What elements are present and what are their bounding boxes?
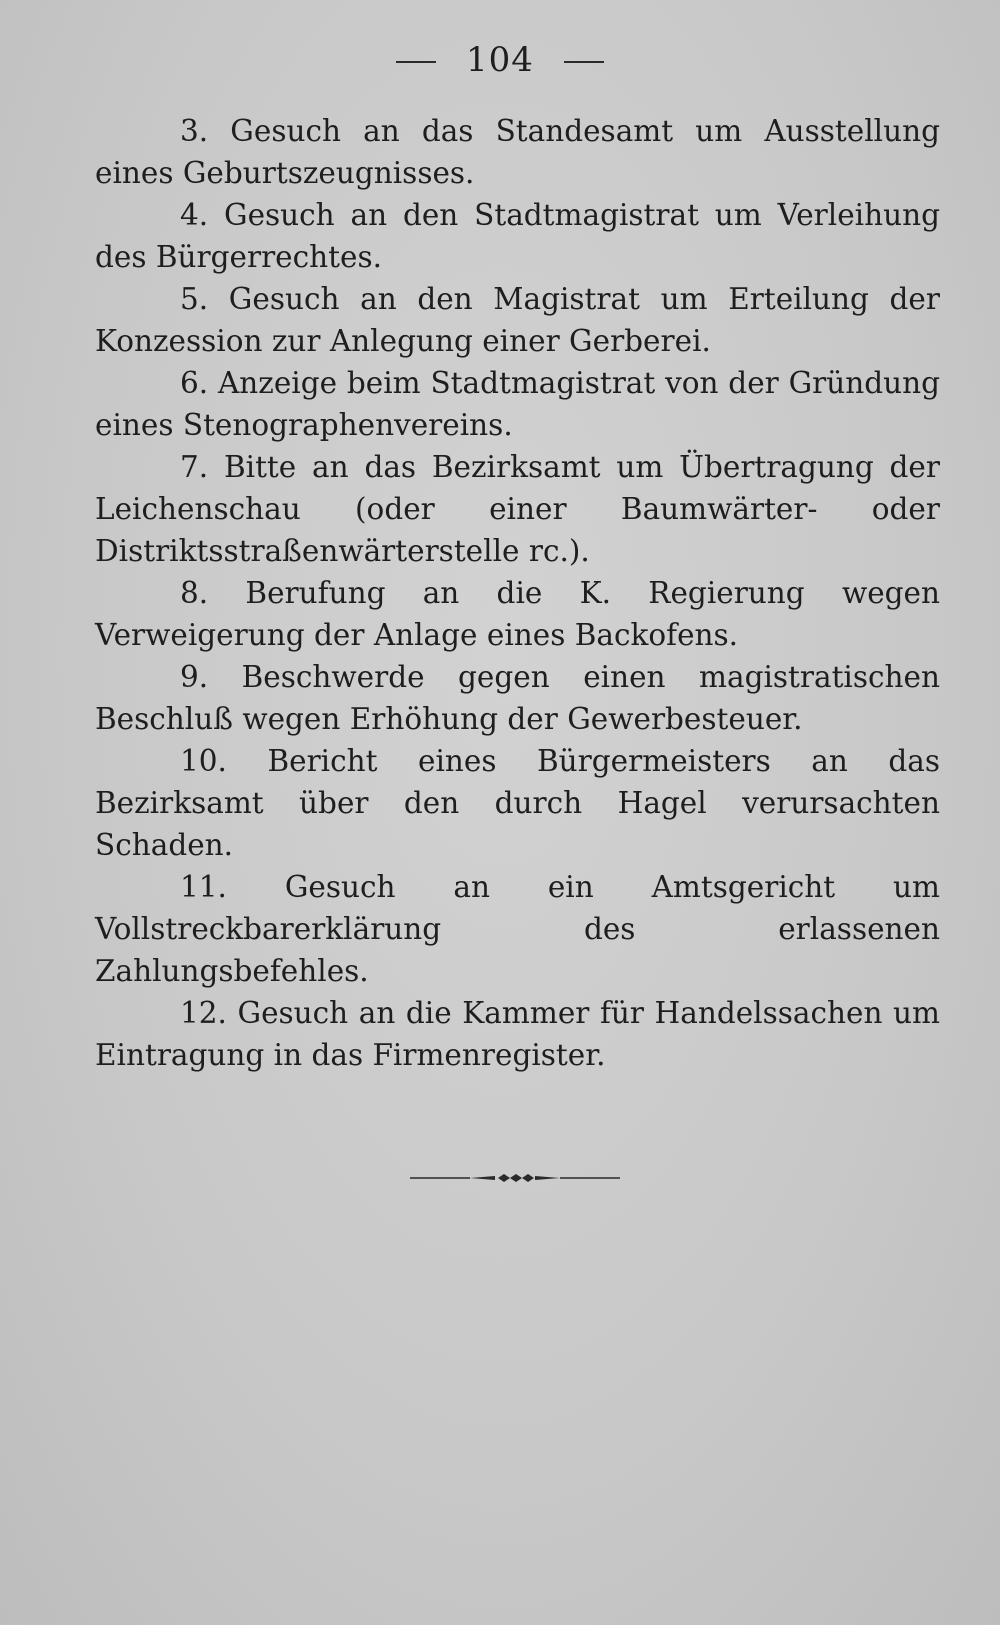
page-number-text: 104 xyxy=(466,40,534,80)
entry-number: 12. xyxy=(180,996,227,1030)
entry-number: 10. xyxy=(180,744,227,778)
entry-number: 6. xyxy=(180,366,209,400)
list-item xyxy=(95,446,940,572)
entry-text: Gesuch an den Magistrat um Erteilung der Konzession zur Anlegung einer Gerberei. xyxy=(95,282,940,358)
list-item xyxy=(95,110,940,194)
entry-list xyxy=(95,110,940,1076)
entry-number: 11. xyxy=(180,870,227,904)
entry-text: Gesuch an den Stadtmagistrat um Verleihung des Bürgerrechtes. xyxy=(95,198,940,274)
end-ornament-icon xyxy=(410,1170,620,1186)
list-item xyxy=(95,572,940,656)
entry-number: 9. xyxy=(180,660,209,694)
entry-number: 7. xyxy=(180,450,209,484)
entry-number: 3. xyxy=(180,114,209,148)
folio-dash-left xyxy=(396,61,436,63)
entry-number: 4. xyxy=(180,198,209,232)
list-item xyxy=(95,656,940,740)
list-item xyxy=(95,992,940,1076)
entry-number: 8. xyxy=(180,576,209,610)
list-item xyxy=(95,740,940,866)
entry-text: Gesuch an das Standesamt um Ausstellung eines Geburtszeugnisses. xyxy=(95,114,940,190)
list-item xyxy=(95,362,940,446)
entry-text: Bitte an das Bezirksamt um Übertragung der Leichenschau (oder einer Baumwärter- oder Distriktsstraßenwärterstelle rc.). xyxy=(95,450,940,568)
entry-text: Anzeige beim Stadtmagistrat von der Gründung eines Stenographenvereins. xyxy=(95,366,940,442)
page-number xyxy=(0,40,1000,80)
list-item xyxy=(95,194,940,278)
entry-text: Beschwerde gegen einen magistratischen Beschluß wegen Erhöhung der Gewerbesteuer. xyxy=(95,660,940,736)
list-item xyxy=(95,278,940,362)
list-item xyxy=(95,866,940,992)
entry-text: Berufung an die K. Regierung wegen Verweigerung der Anlage eines Backofens. xyxy=(95,576,940,652)
entry-text: Bericht eines Bürgermeisters an das Bezirksamt über den durch Hagel verursachten Schaden. xyxy=(95,744,940,862)
entry-text: Gesuch an ein Amtsgericht um Vollstreckbarerklärung des erlassenen Zahlungsbefehles. xyxy=(95,870,940,988)
folio-dash-right xyxy=(564,61,604,63)
entry-text: Gesuch an die Kammer für Handelssachen um Eintragung in das Firmenregister. xyxy=(95,996,940,1072)
entry-number: 5. xyxy=(180,282,209,316)
